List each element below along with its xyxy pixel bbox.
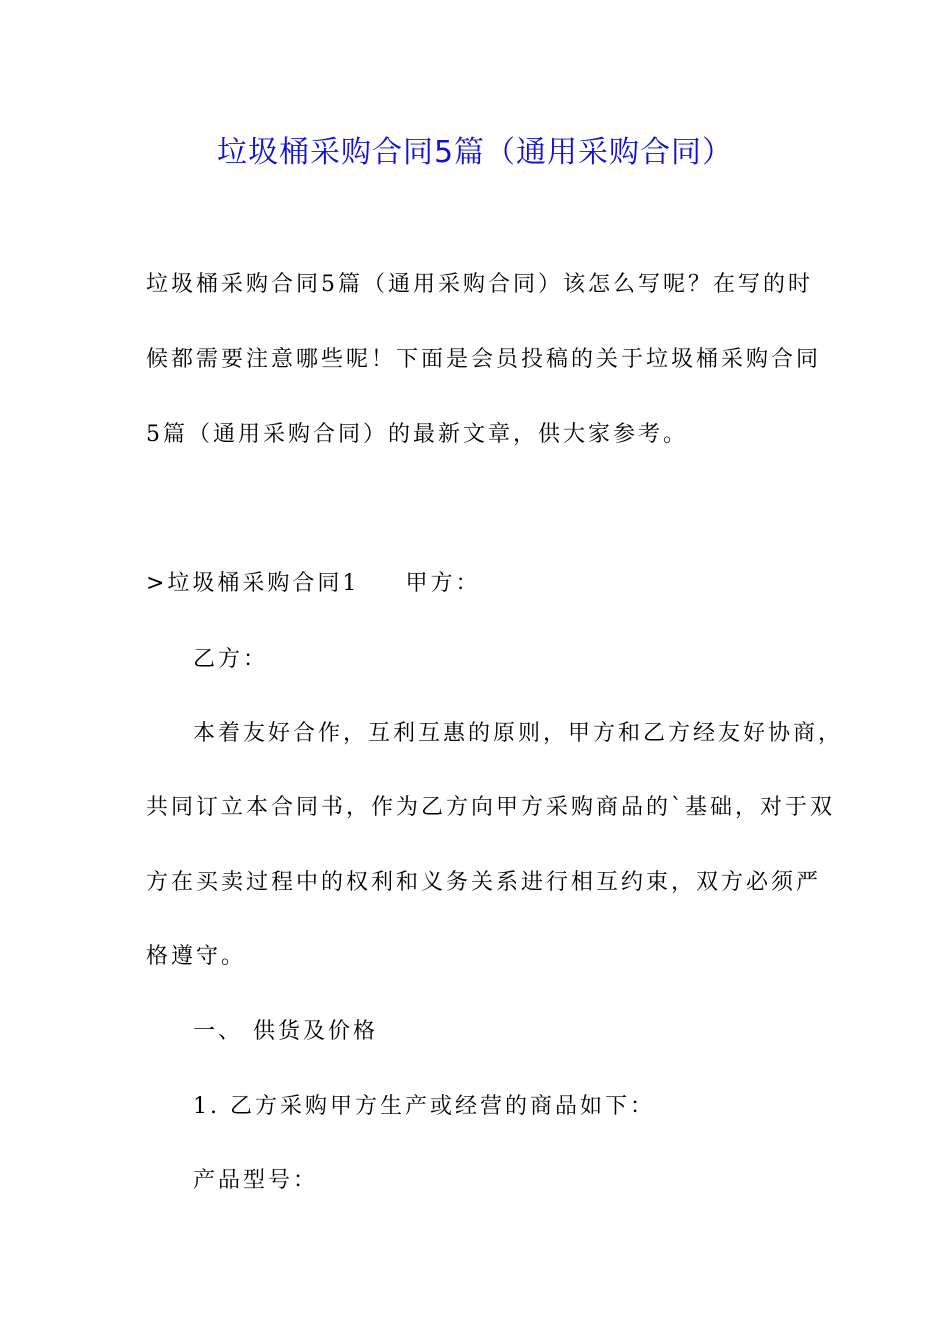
party-a-label: 甲方： (405, 571, 481, 596)
product-model-label: 产品型号： (193, 1168, 319, 1193)
section-heading-line (146, 569, 480, 599)
document-title: 垃圾桶采购合同5篇（通用采购合同） (216, 135, 734, 170)
clause-item-1: 1. 乙方采购甲方生产或经营的商品如下： (193, 1094, 655, 1119)
paragraph-line-2: 共同订立本合同书，作为乙方向甲方采购商品的`基础，对于双 (146, 795, 836, 820)
intro-line-1: 垃圾桶采购合同5篇（通用采购合同）该怎么写呢？在写的时 (146, 272, 813, 297)
party-b-label: 乙方： (193, 647, 269, 672)
intro-line-3: 5篇（通用采购合同）的最新文章，供大家参考。 (146, 422, 688, 447)
paragraph-line-3: 方在买卖过程中的权利和义务关系进行相互约束，双方必须严 (146, 870, 822, 895)
paragraph-line-4: 格遵守。 (146, 944, 247, 969)
clause-heading: 一、 供货及价格 (193, 1019, 378, 1044)
intro-line-2: 候都需要注意哪些呢！下面是会员投稿的关于垃圾桶采购合同 (146, 347, 822, 372)
paragraph-line-1: 本着友好合作，互利互惠的原则，甲方和乙方经友好协商， (193, 721, 844, 746)
section-heading: >垃圾桶采购合同1 (146, 571, 360, 596)
